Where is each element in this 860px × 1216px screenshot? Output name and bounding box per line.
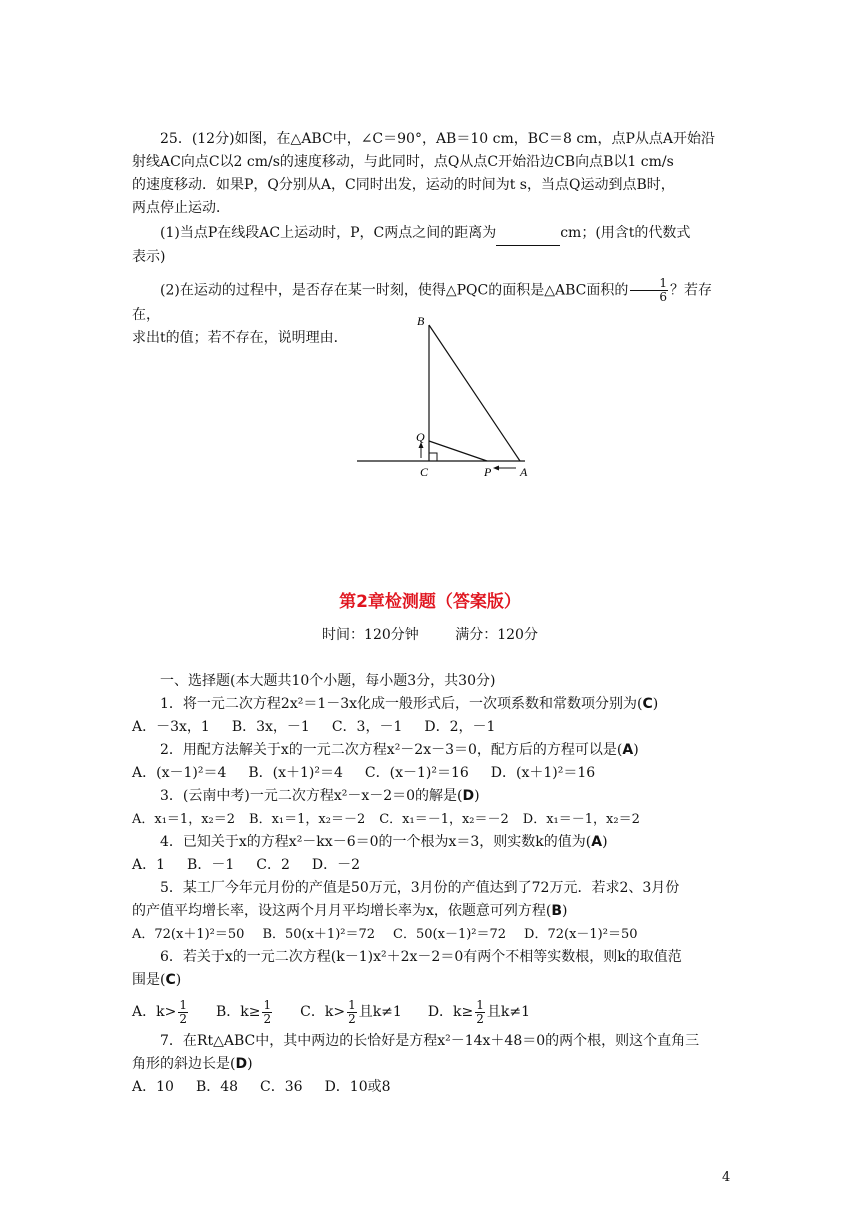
q25-sub1-text-b: cm；(用含t的代数式 [560,225,691,241]
frac-num: 1 [179,997,187,1012]
q25-sub2-text-b: ？若存在， [132,282,712,323]
q2-option-a: A．(x－1)²＝4 [132,765,227,781]
q1-option-c: C．3，－1 [331,719,403,735]
q1-option-a: A．－3x，1 [132,719,210,735]
q4-option-c: C．2 [256,857,290,873]
q6-option-a [132,997,190,1026]
q1-answer: C [642,696,653,712]
q3-option-a: A．x₁＝1，x₂＝2 [132,812,236,827]
q6-option-b-text: B．k≥ [215,1004,261,1020]
frac-den: 2 [179,1011,187,1026]
q4-option-b: B．－1 [187,857,235,873]
q5-option-a: A．72(x＋1)²＝50 [132,927,245,942]
q5-option-d: D．72(x－1)²＝50 [524,927,638,942]
fraction-numerator: 1 [630,277,668,291]
question-5-cont [132,900,732,923]
q25-line-4: 两点停止运动． [132,200,230,216]
label-c: C [420,465,429,479]
q3-option-d: D．x₁＝－1，x₂＝2 [522,812,640,827]
q4-stem: 4．已知关于x的方程x²－kx－6＝0的一个根为x＝3，则实数k的值为( [160,834,592,850]
q7-stem: 角形的斜边长是( [132,1056,236,1072]
q4-close: ) [602,834,608,850]
q6-answer: C [165,972,176,988]
q6-option-b [215,997,274,1026]
q3-close: ) [474,788,480,804]
q25-sub1-cont: 表示) [132,249,166,265]
arrow-left-icon [493,466,499,471]
q7-option-a: A．10 [132,1079,174,1095]
segment-ba [429,325,520,461]
fraction-denominator: 6 [659,290,667,304]
question-6-cont [132,969,732,992]
q5-option-b: B．50(x＋1)²＝72 [262,927,376,942]
q2-options [132,762,732,785]
frac-num: 1 [476,997,484,1012]
label-p: P [484,465,492,479]
q7-option-d: D．10或8 [324,1079,391,1095]
q25-sub1-text-a: (1)当点P在线段AC上运动时，P，C两点之间的距离为 [160,225,497,241]
question-7: 7．在Rt△ABC中，其中两边的长恰好是方程x²－14x＋48＝0的两个根，则这个直角三 [160,1033,700,1049]
q6-option-b-frac [262,999,272,1026]
q4-options [132,854,732,877]
label-q: Q [416,430,425,444]
q6-close: ) [175,972,182,988]
page-number: 4 [722,1170,731,1185]
fraction-one-sixth [630,277,668,304]
q6-option-c [300,997,402,1026]
q7-option-c: C．36 [260,1079,303,1095]
right-angle-mark [429,453,437,461]
q4-answer: A [591,834,603,850]
q6-option-c-text: C．k> [300,1004,346,1020]
q1-option-d: D．2，－1 [424,719,496,735]
q1-close: ) [652,696,659,712]
question-3 [132,785,732,808]
q7-answer: D [235,1056,248,1072]
q7-close: ) [247,1056,253,1072]
q6-option-a-text: A．k> [132,1004,177,1020]
question-4 [132,831,732,854]
q1-stem: 1．将一元二次方程2x²＝1－3x化成一般形式后，一次项系数和常数项分别为( [160,696,643,712]
q25-sub2-text-a: (2)在运动的过程中，是否存在某一时刻，使得△PQC的面积是△ABC面积的 [160,282,629,299]
q3-options [132,808,732,831]
q3-answer: D [462,788,475,804]
segment-qp [429,441,487,461]
q2-option-c: C．(x－1)²＝16 [364,765,469,781]
exam-score: 满分：120分 [455,627,538,643]
q5-close: ) [562,903,568,919]
q25-sub2-cont: 求出t的值；若不存在，说明理由． [132,330,348,346]
answer-blank [496,222,560,246]
q4-option-a: A．1 [132,857,166,873]
label-a: A [520,465,528,479]
q3-option-c: C．x₁＝－1，x₂＝－2 [379,812,509,827]
q5-option-c: C．50(x－1)²＝72 [393,927,507,942]
frac-num: 1 [263,997,272,1012]
q1-options [132,716,732,739]
q25-line-1: 25．(12分)如图，在△ABC中，∠C＝90°，AB＝10 cm，BC＝8 cm，点P从点A开始沿 [160,131,715,147]
q6-option-d-text: D．k≥ [427,1004,474,1020]
q3-option-b: B．x₁＝1，x₂＝－2 [249,812,366,827]
triangle-figure [355,312,535,482]
label-b: B [417,314,425,328]
q25-line-3: 的速度移动．如果P，Q分别从A，C同时出发，运动的时间为t s，当点Q运动到点B时， [132,177,675,193]
frac-den: 2 [348,1011,356,1026]
q4-option-d: D．－2 [311,857,360,873]
question-1 [132,693,732,716]
q25-line-2: 射线AC向点C以2 cm/s的速度移动，与此同时，点Q从点C开始沿边CB向点B以1 cm/s [132,154,674,170]
section-multiple-choice [132,670,732,1099]
frac-num: 1 [348,997,356,1012]
q6-option-c-frac [347,999,357,1026]
q5-options [132,923,732,946]
q5-answer: B [551,903,563,919]
frac-den: 2 [476,1011,484,1026]
q6-option-c-tail: 且k≠1 [358,1004,402,1020]
q6-option-d-tail: 且k≠1 [486,1004,531,1020]
q25-sub1 [132,222,732,246]
q2-close: ) [633,742,639,758]
q6-options [132,998,732,1026]
q6-stem: 围是( [132,972,166,988]
q2-stem: 2．用配方法解关于x的一元二次方程x²－2x－3＝0，配方后的方程可以是( [160,742,623,758]
question-7-cont [132,1053,732,1076]
question-6: 6．若关于x的一元二次方程(k－1)x²＋2x－2＝0有两个不相等实数根，则k的取值范 [160,949,682,965]
question-5: 5．某工厂今年元月份的产值是50万元，3月份的产值达到了72万元．若求2、3月份 [160,880,680,896]
q7-options [132,1076,732,1099]
q6-option-a-frac [178,999,188,1026]
q2-answer: A [622,742,634,758]
section-heading: 一、选择题(本大题共10个小题，每小题3分，共30分) [160,673,496,689]
exam-meta [0,624,860,647]
frac-den: 2 [263,1011,272,1026]
question-2 [132,739,732,762]
q6-option-d-frac [475,999,485,1026]
q6-option-d [427,997,531,1026]
exam-time: 时间：120分钟 [322,627,419,643]
q2-option-b: B．(x＋1)²＝4 [248,765,343,781]
chapter-title: 第2章检测题（答案版） [339,592,521,612]
q2-option-d: D．(x＋1)²＝16 [490,765,596,781]
q5-stem: 的产值平均增长率，设这两个月月平均增长率为x，依题意可列方程( [132,903,552,919]
q3-stem: 3．(云南中考)一元二次方程x²－x－2＝0的解是( [160,788,463,804]
q1-option-b: B．3x，－1 [231,719,310,735]
q7-option-b: B．48 [195,1079,239,1095]
